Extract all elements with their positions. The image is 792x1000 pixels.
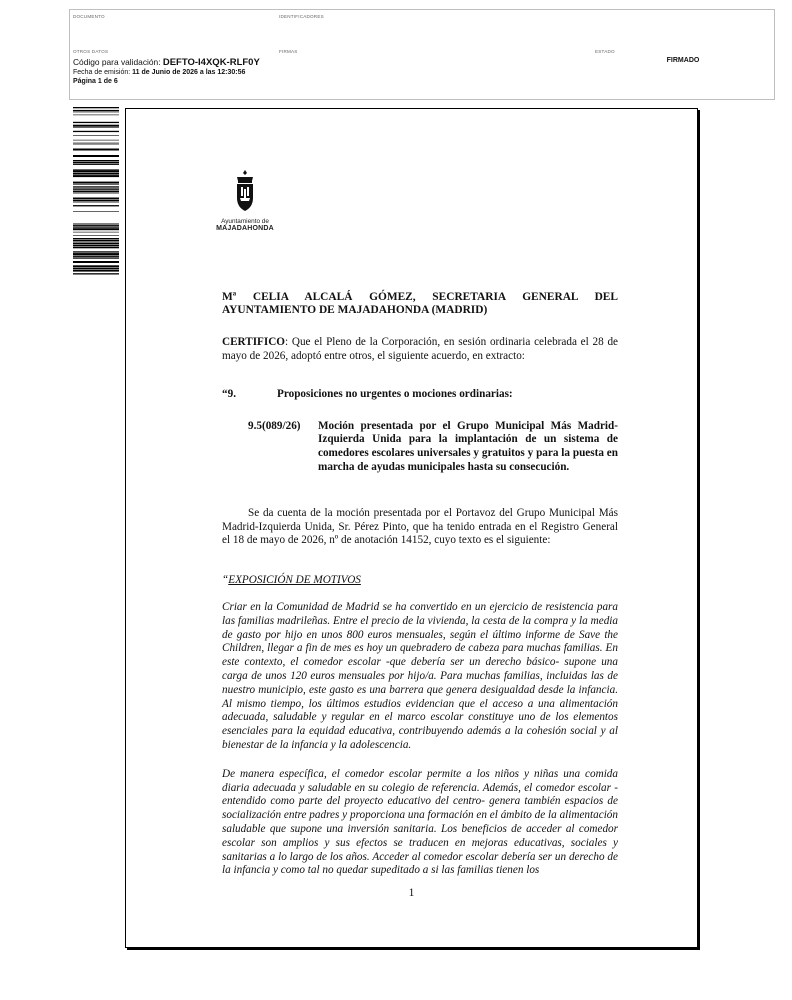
barcode-bar bbox=[73, 211, 119, 212]
barcode-bar bbox=[73, 140, 119, 141]
margin-verification-text bbox=[80, 295, 100, 975]
barcode-bar bbox=[73, 186, 119, 187]
section-number: “9. bbox=[222, 387, 236, 400]
barcode-bar bbox=[73, 268, 119, 269]
emission-date: 11 de Junio de 2026 a las 12:30:56 bbox=[132, 69, 246, 76]
barcode-bar bbox=[73, 257, 119, 258]
documento-cell bbox=[70, 10, 276, 45]
barcode-bar bbox=[73, 270, 119, 272]
barcode-bar bbox=[73, 107, 119, 108]
emission-date-line bbox=[73, 68, 273, 77]
da-cuenta-paragraph: Se da cuenta de la moción presentada por el Portavoz del Grupo Municipal Más Madrid-Izquierda Unida, Sr. Pérez Pinto, que ha tenido entrada en el Registro General el 18 de mayo de 2026, nº de anotación 14152, cuyo texto es el siguiente: bbox=[222, 506, 618, 547]
barcode-bar bbox=[73, 155, 119, 157]
mocion-heading bbox=[222, 420, 618, 475]
barcode-bar bbox=[73, 205, 119, 206]
barcode-bar bbox=[73, 144, 119, 145]
page-count: Página 1 de 6 bbox=[73, 78, 118, 85]
estado-cell bbox=[592, 45, 774, 99]
document-header bbox=[69, 9, 775, 100]
barcode-bar bbox=[73, 189, 119, 190]
document-page bbox=[125, 108, 698, 948]
barcode-bar bbox=[73, 127, 119, 128]
barcode-bar bbox=[73, 232, 119, 233]
estado-label: ESTADO bbox=[595, 49, 615, 54]
barcode-bar bbox=[73, 224, 119, 225]
barcode bbox=[73, 107, 119, 275]
barcode-bar bbox=[73, 170, 119, 172]
barcode-bar bbox=[73, 110, 119, 111]
firmas-label: FIRMAS bbox=[279, 49, 298, 54]
municipal-crest bbox=[215, 169, 275, 244]
barcode-bar bbox=[73, 251, 119, 252]
barcode-bar bbox=[73, 169, 119, 170]
barcode-bar bbox=[73, 162, 119, 163]
barcode-bar bbox=[73, 125, 119, 127]
barcode-bar bbox=[73, 188, 119, 189]
barcode-bar bbox=[73, 135, 119, 136]
validation-code-prefix: Código para validación: bbox=[73, 57, 161, 67]
otros-datos-cell bbox=[70, 45, 276, 99]
barcode-bar bbox=[73, 191, 119, 192]
barcode-bar bbox=[73, 175, 119, 177]
emission-date-prefix: Fecha de emisión: bbox=[73, 69, 131, 76]
barcode-bar bbox=[73, 228, 119, 230]
barcode-bar bbox=[73, 265, 119, 267]
page-number: 1 bbox=[408, 887, 415, 899]
barcode-bar bbox=[73, 122, 119, 123]
barcode-bar bbox=[73, 235, 119, 236]
barcode-bar bbox=[73, 193, 119, 194]
barcode-bar bbox=[73, 256, 119, 257]
barcode-bar bbox=[73, 243, 119, 244]
barcode-bar bbox=[73, 173, 119, 175]
barcode-bar bbox=[73, 245, 119, 247]
document-heading: Mª CELIA ALCALÁ GÓMEZ, SECRETARIA GENERAL DEL AYUNTAMIENTO DE MAJADAHONDA (MADRID) bbox=[222, 291, 618, 316]
barcode-bar bbox=[73, 273, 119, 274]
certifico-label: CERTIFICO bbox=[222, 336, 286, 349]
section-title: Proposiciones no urgentes o mociones ordinarias: bbox=[277, 387, 513, 400]
identificadores-cell bbox=[276, 10, 774, 45]
crest-line2: MAJADAHONDA bbox=[216, 225, 274, 232]
crest-icon bbox=[233, 169, 257, 213]
exposicion-title: EXPOSICIÓN DE MOTIVOS bbox=[228, 574, 361, 587]
estado-value: FIRMADO bbox=[666, 57, 700, 64]
mocion-title: Moción presentada por el Grupo Municipal Más Madrid-Izquierda Unida para la implantación de un sistema de comedores escolares universales y gratuitos y para la puesta en marcha de ayudas municipales hasta su consecución. bbox=[318, 419, 618, 473]
barcode-bar bbox=[73, 253, 119, 255]
otros-datos-label: OTROS DATOS bbox=[73, 49, 109, 54]
barcode-bar bbox=[73, 200, 119, 201]
barcode-bar bbox=[73, 225, 119, 226]
barcode-bar bbox=[73, 160, 119, 161]
barcode-bar bbox=[73, 242, 119, 243]
documento-label: DOCUMENTO bbox=[73, 14, 105, 19]
barcode-bar bbox=[73, 182, 119, 184]
validation-code: DEFTO-I4XQK-RLF0Y bbox=[162, 57, 260, 68]
certifico-text: : Que el Pleno de la Corporación, en sesión ordinaria celebrada el 28 de mayo de 2026, adoptó entre otros, el siguiente acuerdo, en extracto: bbox=[222, 336, 618, 362]
barcode-bar bbox=[73, 202, 119, 203]
validation-code-line bbox=[73, 57, 273, 68]
exposicion-quote: “ bbox=[222, 574, 229, 587]
mocion-number: 9.5(089/26) bbox=[248, 419, 301, 432]
exposicion-paragraph-1: Criar en la Comunidad de Madrid se ha convertido en un ejercicio de resistencia para las familias madrileñas. Entre el precio de la vivienda, la cesta de la compra y la media de gasto por hijo en unos 800 euros mensuales, según el último informe de Save the Children, llegar a fin de mes es hoy un quebradero de cabeza para muchas familias. En este contexto, el comedor escolar -que debería ser un derecho básico- supone una carga de unos 120 euros mensuales por hijo/a. Para muchas familias, incluidas las de nuestro municipio, este gasto es una barrera que genera desigualdad desde la infancia. Al mismo tiempo, los últimos estudios evidencian que el acceso a una alimentación adecuada, saludable y regular en el marco escolar constituye uno de los elementos esenciales para la equidad educativa, contribuyendo además a la cohesión social y al bienestar de la infancia y la adolescencia. bbox=[222, 600, 618, 751]
barcode-bar bbox=[73, 198, 119, 200]
document-body bbox=[222, 291, 618, 878]
barcode-bar bbox=[73, 240, 119, 241]
barcode-bar bbox=[73, 261, 119, 263]
exposicion-paragraph-2: De manera específica, el comedor escolar permite a los niños y niñas una comida diaria adecuada y saludable en su colegio de referencia. Además, el comedor escolar -entendido como parte del proyecto educativo del centro- genera también espacios de socialización entre padres y proporciona una formación en el ámbito de la alimentación saludable que supone una inversión sanitaria. Los beneficios de acceder al comedor escolar son amplios y sus efectos se traducen en mejoras educativas, sociales y sanitarias a lo largo de los años. Acceder al comedor escolar debería ser un derecho de la infancia y como tal no quedar supeditado a si las familias tienen los bbox=[222, 767, 618, 877]
section-heading bbox=[222, 388, 618, 402]
barcode-bar bbox=[73, 143, 119, 144]
firmas-cell bbox=[276, 45, 592, 99]
barcode-bar bbox=[73, 115, 119, 116]
barcode-bar bbox=[73, 149, 119, 151]
identificadores-label: IDENTIFICADORES bbox=[279, 14, 324, 19]
barcode-bar bbox=[73, 238, 119, 239]
barcode-bar bbox=[73, 112, 119, 113]
barcode-bar bbox=[73, 226, 119, 227]
barcode-bar bbox=[73, 247, 119, 248]
certifico-paragraph bbox=[222, 336, 618, 364]
barcode-bar bbox=[73, 164, 119, 165]
crest-line1: Ayuntamiento de bbox=[221, 218, 269, 225]
barcode-bar bbox=[73, 131, 119, 132]
exposicion-heading bbox=[222, 574, 618, 588]
barcode-bar bbox=[73, 184, 119, 185]
